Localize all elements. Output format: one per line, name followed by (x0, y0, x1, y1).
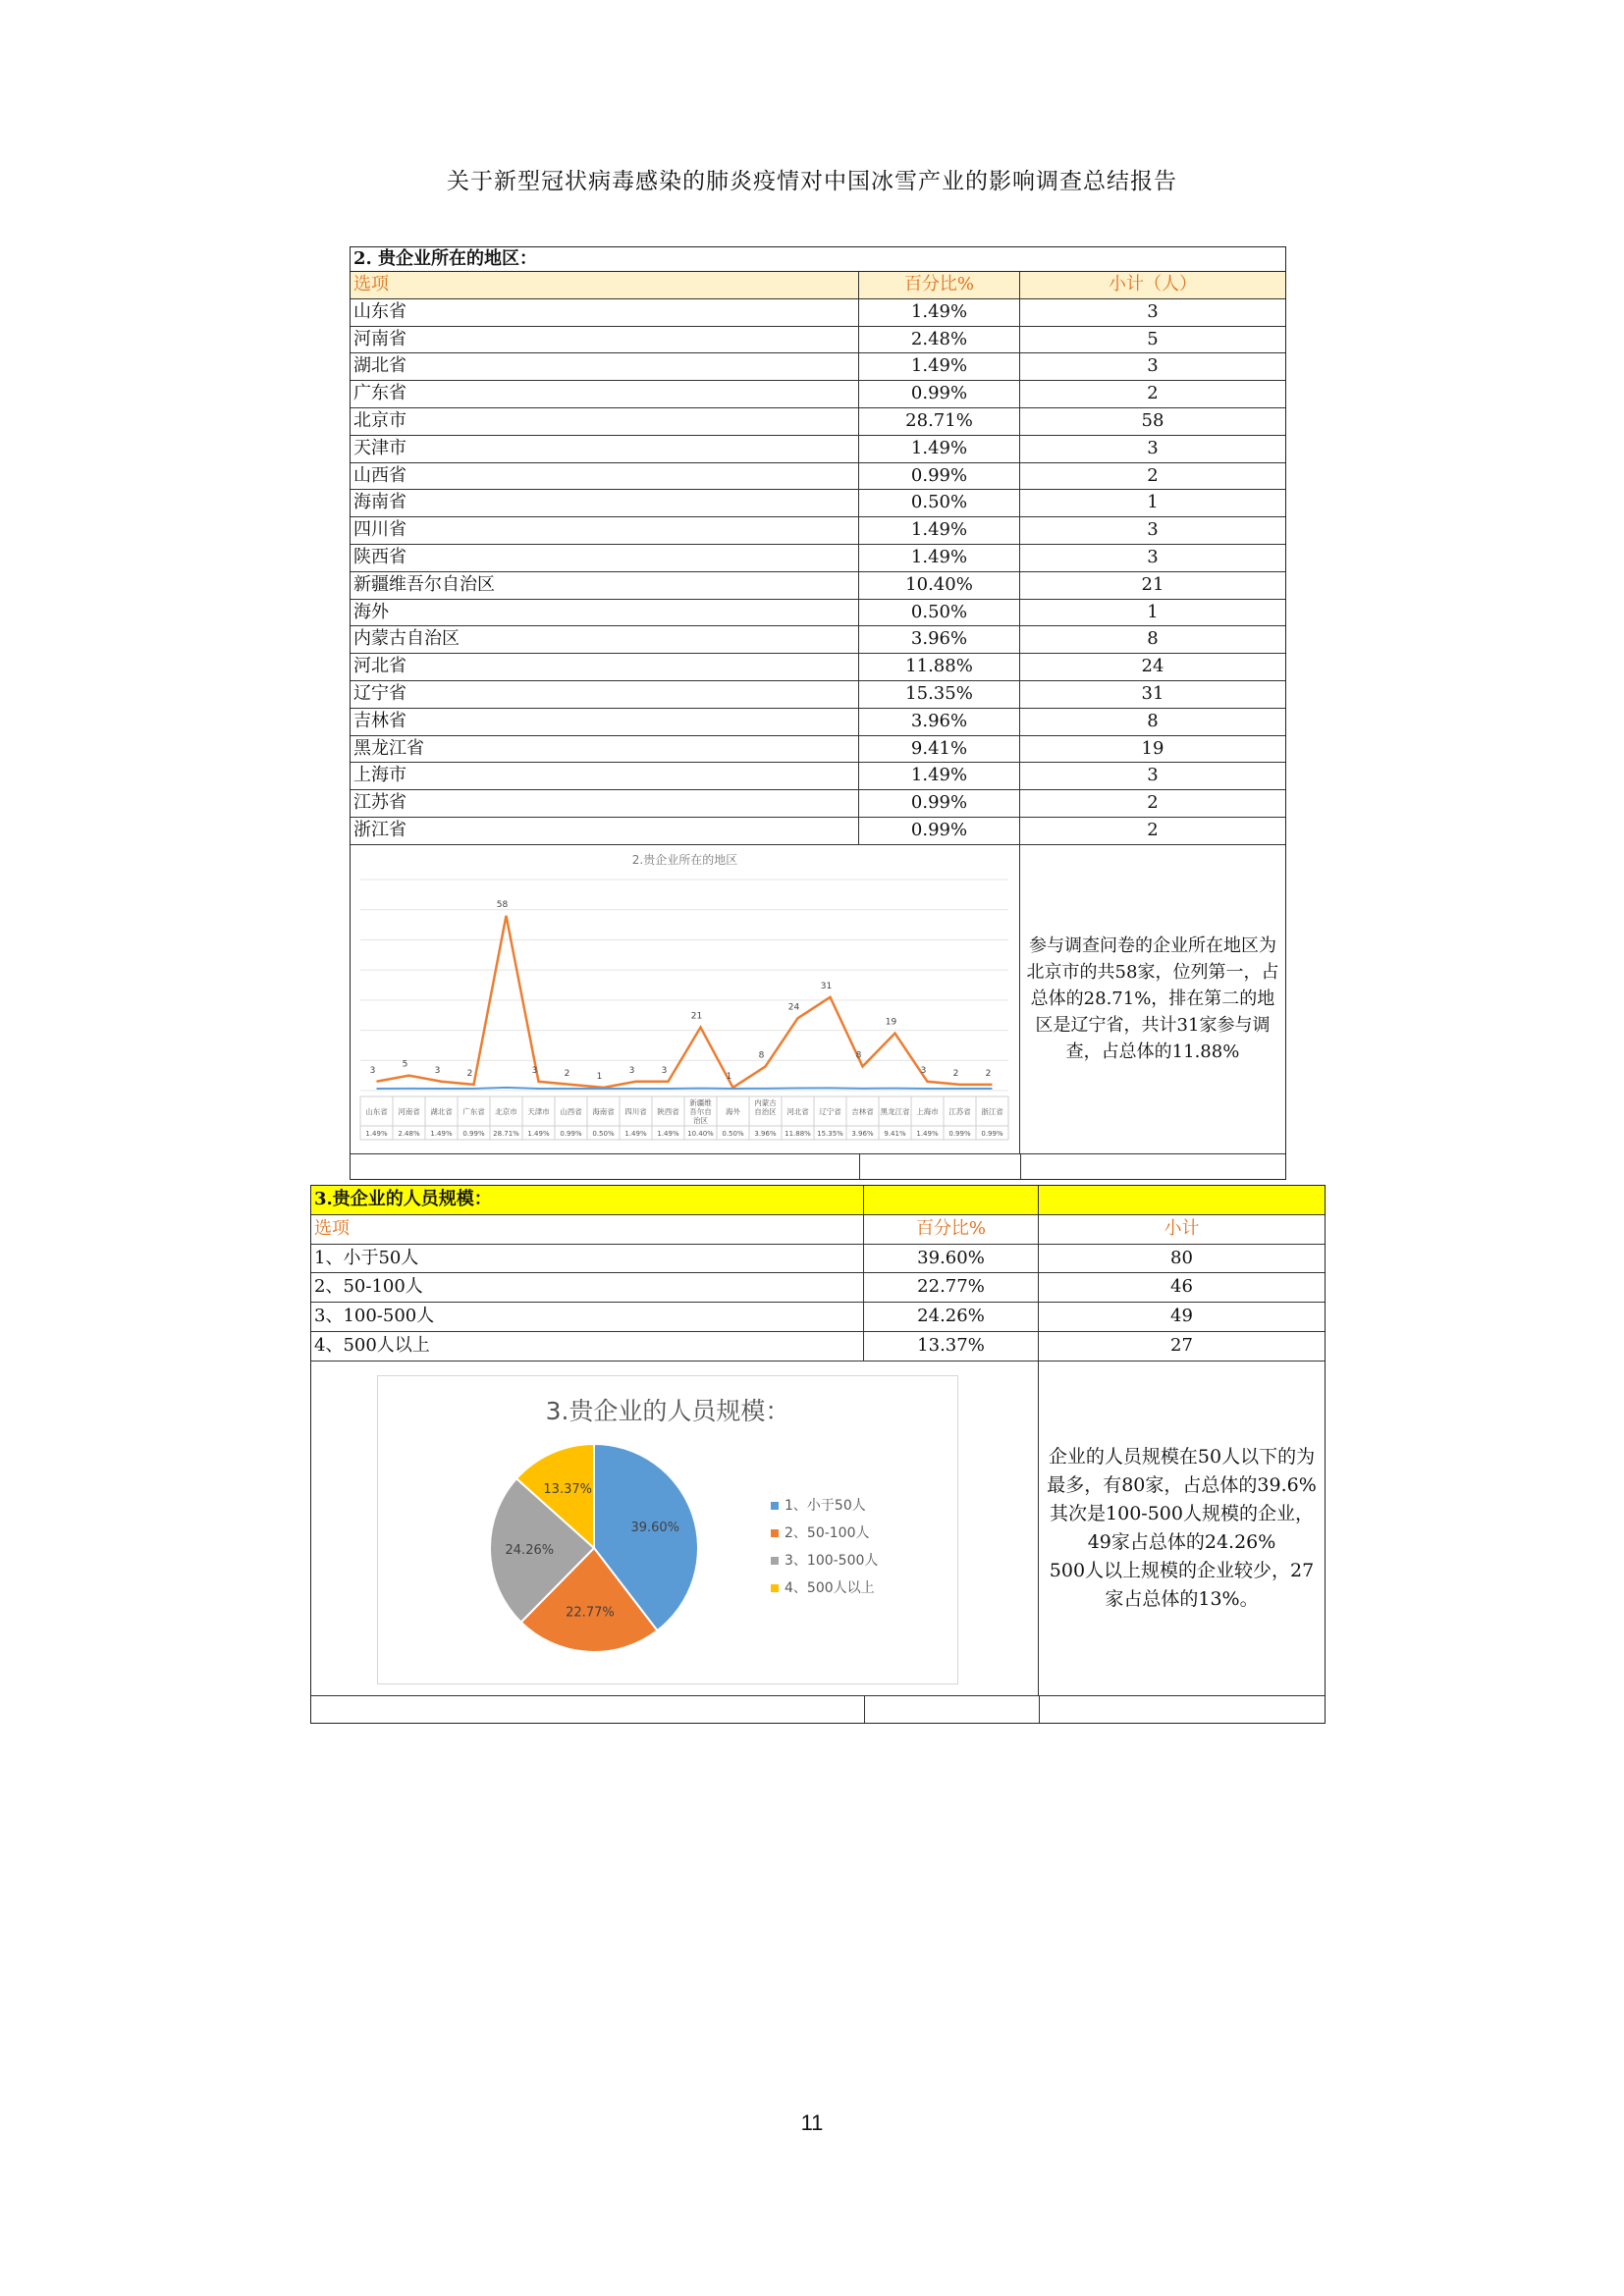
x-tick-label: 海南省 (592, 1106, 615, 1116)
staff-table-title-row (311, 1186, 1325, 1215)
staff-description (1039, 1362, 1325, 1695)
percent-tick-label: 9.41% (884, 1129, 906, 1138)
data-label: 8 (758, 1050, 765, 1061)
percent-tick-label: 10.40% (687, 1129, 714, 1138)
col-percent-header: 百分比% (859, 272, 1020, 298)
region-table-header (351, 272, 1285, 299)
table-row (311, 1303, 1325, 1332)
row-percent: 24.26% (864, 1303, 1039, 1331)
row-count: 1 (1147, 601, 1159, 622)
region-table-title: 2. 贵企业所在的地区： (351, 247, 1285, 272)
data-label: 2 (985, 1068, 992, 1079)
x-tick-label: 山东省 (365, 1106, 388, 1116)
percent-tick-label: 11.88% (785, 1129, 811, 1138)
data-label: 3 (369, 1065, 376, 1076)
row-count: 21 (1141, 573, 1164, 595)
table-row (351, 353, 1285, 381)
data-label: 3 (920, 1065, 927, 1076)
table-row (351, 681, 1285, 709)
legend-label: 1、小于50人 (785, 1497, 866, 1514)
row-percent: 0.99% (859, 381, 1020, 407)
table-row (351, 381, 1285, 408)
row-name: 上海市 (351, 763, 859, 789)
table-row (351, 790, 1285, 818)
data-label: 2 (952, 1068, 959, 1079)
legend-swatch (771, 1529, 779, 1537)
row-name: 河北省 (351, 654, 859, 680)
percent-tick-label: 1.49% (430, 1129, 453, 1138)
row-name: 2、50-100人 (311, 1273, 864, 1302)
row-percent: 9.41% (859, 736, 1020, 763)
row-count: 3 (1147, 765, 1159, 786)
x-tick-label: 海外 (726, 1106, 740, 1116)
table-row (351, 299, 1285, 327)
row-percent: 0.50% (859, 490, 1020, 516)
table-row (351, 654, 1285, 681)
data-label: 21 (690, 1011, 703, 1022)
region-table (350, 246, 1286, 1180)
region-chart-cell (351, 845, 1020, 1153)
row-count: 27 (1170, 1334, 1193, 1356)
data-label: 19 (885, 1017, 897, 1028)
percent-tick-label: 28.71% (493, 1129, 519, 1138)
staff-table-title: 3.贵企业的人员规模： (311, 1186, 864, 1214)
row-count: 2 (1147, 383, 1159, 404)
row-name: 陕西省 (351, 545, 859, 571)
region-chart-row (351, 845, 1285, 1154)
row-name: 内蒙古自治区 (351, 626, 859, 653)
region-description: 参与调查问卷的企业所在地区为北京市的共58家，位列第一，占总体的28.71%，排在第二的地区是辽宁省，共计31家参与调查，占总体的11.88% (1026, 935, 1279, 1063)
x-tick-label: 上海市 (916, 1106, 939, 1116)
table-row (351, 517, 1285, 545)
row-count: 3 (1147, 546, 1159, 567)
x-tick-label: 江苏省 (948, 1106, 971, 1116)
row-name: 海南省 (351, 490, 859, 516)
row-percent: 1.49% (859, 763, 1020, 789)
staff-description-text: 企业的人员规模在50人以下的为最多，有80家，占总体的39.6% 其次是100-500人规模的企业，49家占总体的24.26% 500人以上规模的企业较少，27家占总体的13%。 (1047, 1445, 1317, 1610)
staff-chart-cell (311, 1362, 1039, 1695)
x-tick-label: 四川省 (624, 1106, 647, 1116)
row-name: 北京市 (351, 408, 859, 435)
row-name: 1、小于50人 (311, 1245, 864, 1273)
pie-data-label: 24.26% (505, 1542, 555, 1558)
percent-tick-label: 1.49% (527, 1129, 550, 1138)
row-name: 山西省 (351, 463, 859, 490)
row-percent: 0.99% (859, 463, 1020, 490)
row-name: 吉林省 (351, 709, 859, 735)
x-tick-label: 陕西省 (657, 1106, 679, 1116)
table-row (351, 709, 1285, 736)
data-label: 5 (402, 1059, 408, 1070)
row-name: 3、100-500人 (311, 1303, 864, 1331)
row-name: 四川省 (351, 517, 859, 544)
row-percent: 1.49% (859, 517, 1020, 544)
data-label: 1 (596, 1071, 603, 1082)
staff-table-footer (311, 1696, 1325, 1723)
data-label: 3 (531, 1065, 538, 1076)
x-tick-label: 吉林省 (851, 1106, 874, 1116)
legend-swatch (771, 1557, 779, 1565)
pie-data-label: 13.37% (543, 1481, 592, 1497)
row-count: 49 (1170, 1306, 1193, 1327)
staff-chart-row (311, 1362, 1325, 1696)
pie-data-label: 39.60% (630, 1520, 680, 1535)
data-label: 3 (628, 1065, 635, 1076)
table-row (351, 490, 1285, 517)
x-tick-label: 新疆维 (689, 1097, 712, 1107)
data-label: 1 (726, 1071, 732, 1082)
table-row (351, 408, 1285, 436)
table-row (351, 763, 1285, 790)
table-row (351, 572, 1285, 600)
row-name: 湖北省 (351, 353, 859, 380)
row-percent: 0.99% (859, 818, 1020, 844)
document-title: 关于新型冠状病毒感染的肺炎疫情对中国冰雪产业的影响调查总结报告 (447, 169, 1177, 194)
row-count: 80 (1170, 1247, 1193, 1268)
row-name: 辽宁省 (351, 681, 859, 708)
row-percent: 1.49% (859, 436, 1020, 462)
row-percent: 11.88% (859, 654, 1020, 680)
pie-chart-title: 3.贵企业的人员规模： (545, 1396, 790, 1425)
row-count: 24 (1141, 656, 1164, 677)
row-percent: 1.49% (859, 299, 1020, 326)
row-name: 海外 (351, 600, 859, 626)
row-name: 河南省 (351, 327, 859, 353)
col-percent-header: 百分比% (864, 1215, 1039, 1244)
legend-swatch (771, 1584, 779, 1592)
row-percent: 0.99% (859, 790, 1020, 817)
percent-tick-label: 3.96% (754, 1129, 777, 1138)
row-name: 山东省 (351, 299, 859, 326)
row-name: 黑龙江省 (351, 736, 859, 763)
data-label: 8 (855, 1050, 862, 1061)
legend-label: 3、100-500人 (785, 1552, 879, 1569)
x-tick-label: 治区 (693, 1115, 708, 1125)
legend-label: 4、500人以上 (785, 1579, 875, 1596)
row-percent: 10.40% (859, 572, 1020, 599)
staff-size-table (310, 1185, 1326, 1724)
col-count-header: 小计（人） (1109, 274, 1197, 294)
x-tick-label: 天津市 (527, 1106, 550, 1116)
table-row (311, 1245, 1325, 1274)
page-number: 11 (800, 2110, 824, 2135)
row-count: 58 (1141, 409, 1164, 431)
row-count: 19 (1141, 737, 1164, 759)
row-percent: 0.50% (859, 600, 1020, 626)
x-tick-label: 吾尔自 (689, 1106, 712, 1116)
table-row (351, 600, 1285, 627)
col-option-header: 选项 (351, 272, 859, 298)
row-count: 8 (1147, 710, 1159, 731)
data-label: 58 (496, 899, 509, 910)
row-name: 广东省 (351, 381, 859, 407)
table-row (351, 818, 1285, 845)
line-chart-title: 2.贵企业所在的地区 (631, 852, 738, 867)
row-count: 3 (1147, 519, 1159, 541)
row-percent: 39.60% (864, 1245, 1039, 1273)
row-count: 46 (1170, 1276, 1193, 1298)
table-row (351, 626, 1285, 654)
row-percent: 15.35% (859, 681, 1020, 708)
row-percent: 3.96% (859, 709, 1020, 735)
staff-table-header (311, 1215, 1325, 1245)
percent-tick-label: 0.99% (948, 1129, 971, 1138)
percent-series-line (377, 1088, 993, 1089)
legend-label: 2、50-100人 (785, 1524, 870, 1541)
percent-tick-label: 0.50% (592, 1129, 615, 1138)
data-label: 3 (661, 1065, 668, 1076)
percent-tick-label: 1.49% (657, 1129, 679, 1138)
row-count: 5 (1147, 328, 1159, 349)
percent-tick-label: 2.48% (398, 1129, 420, 1138)
staff-pie-frame (377, 1375, 958, 1684)
data-label: 24 (787, 1002, 800, 1013)
col-option-header: 选项 (311, 1215, 864, 1244)
row-count: 1 (1147, 492, 1159, 513)
x-tick-label: 河南省 (398, 1106, 420, 1116)
x-tick-label: 广东省 (462, 1106, 485, 1116)
row-percent: 28.71% (859, 408, 1020, 435)
col-count-header: 小计 (1164, 1217, 1200, 1239)
data-label: 31 (820, 981, 833, 991)
percent-tick-label: 1.49% (624, 1129, 647, 1138)
row-percent: 1.49% (859, 353, 1020, 380)
row-name: 江苏省 (351, 790, 859, 817)
pie-data-label: 22.77% (566, 1605, 615, 1621)
table-row (351, 545, 1285, 572)
row-percent: 13.37% (864, 1332, 1039, 1361)
row-name: 天津市 (351, 436, 859, 462)
x-tick-label: 辽宁省 (819, 1106, 841, 1116)
table-row (351, 736, 1285, 764)
percent-tick-label: 1.49% (916, 1129, 939, 1138)
row-count: 3 (1147, 355, 1159, 377)
percent-tick-label: 1.49% (365, 1129, 388, 1138)
row-count: 2 (1147, 792, 1159, 814)
table-row (311, 1273, 1325, 1303)
row-name: 新疆维吾尔自治区 (351, 572, 859, 599)
table-row (351, 327, 1285, 354)
region-line-chart (351, 845, 1019, 1153)
percent-tick-label: 0.99% (560, 1129, 582, 1138)
x-tick-label: 北京市 (495, 1106, 517, 1116)
region-table-footer (351, 1154, 1285, 1179)
x-tick-label: 河北省 (786, 1106, 809, 1116)
count-series-line (377, 916, 993, 1088)
table-row (351, 463, 1285, 491)
percent-tick-label: 0.50% (722, 1129, 744, 1138)
row-count: 3 (1147, 300, 1159, 322)
row-count: 8 (1147, 628, 1159, 650)
percent-tick-label: 15.35% (817, 1129, 843, 1138)
data-label: 3 (434, 1065, 441, 1076)
percent-tick-label: 0.99% (981, 1129, 1003, 1138)
row-name: 浙江省 (351, 818, 859, 844)
percent-tick-label: 0.99% (462, 1129, 485, 1138)
row-percent: 3.96% (859, 626, 1020, 653)
x-tick-label: 湖北省 (430, 1106, 453, 1116)
row-count: 2 (1147, 464, 1159, 486)
row-count: 3 (1147, 437, 1159, 458)
row-count: 2 (1147, 819, 1159, 840)
row-percent: 22.77% (864, 1273, 1039, 1302)
row-percent: 1.49% (859, 545, 1020, 571)
percent-tick-label: 3.96% (851, 1129, 874, 1138)
x-tick-label: 浙江省 (981, 1106, 1003, 1116)
x-tick-label: 自治区 (754, 1106, 777, 1116)
data-label: 2 (564, 1068, 570, 1079)
row-count: 31 (1141, 682, 1164, 704)
x-tick-label: 内蒙古 (754, 1097, 777, 1107)
legend-swatch (771, 1502, 779, 1510)
x-tick-label: 黑龙江省 (880, 1106, 910, 1116)
row-name: 4、500人以上 (311, 1332, 864, 1361)
table-row (311, 1332, 1325, 1362)
row-percent: 2.48% (859, 327, 1020, 353)
data-label: 2 (466, 1068, 473, 1079)
x-tick-label: 山西省 (560, 1106, 582, 1116)
table-row (351, 436, 1285, 463)
